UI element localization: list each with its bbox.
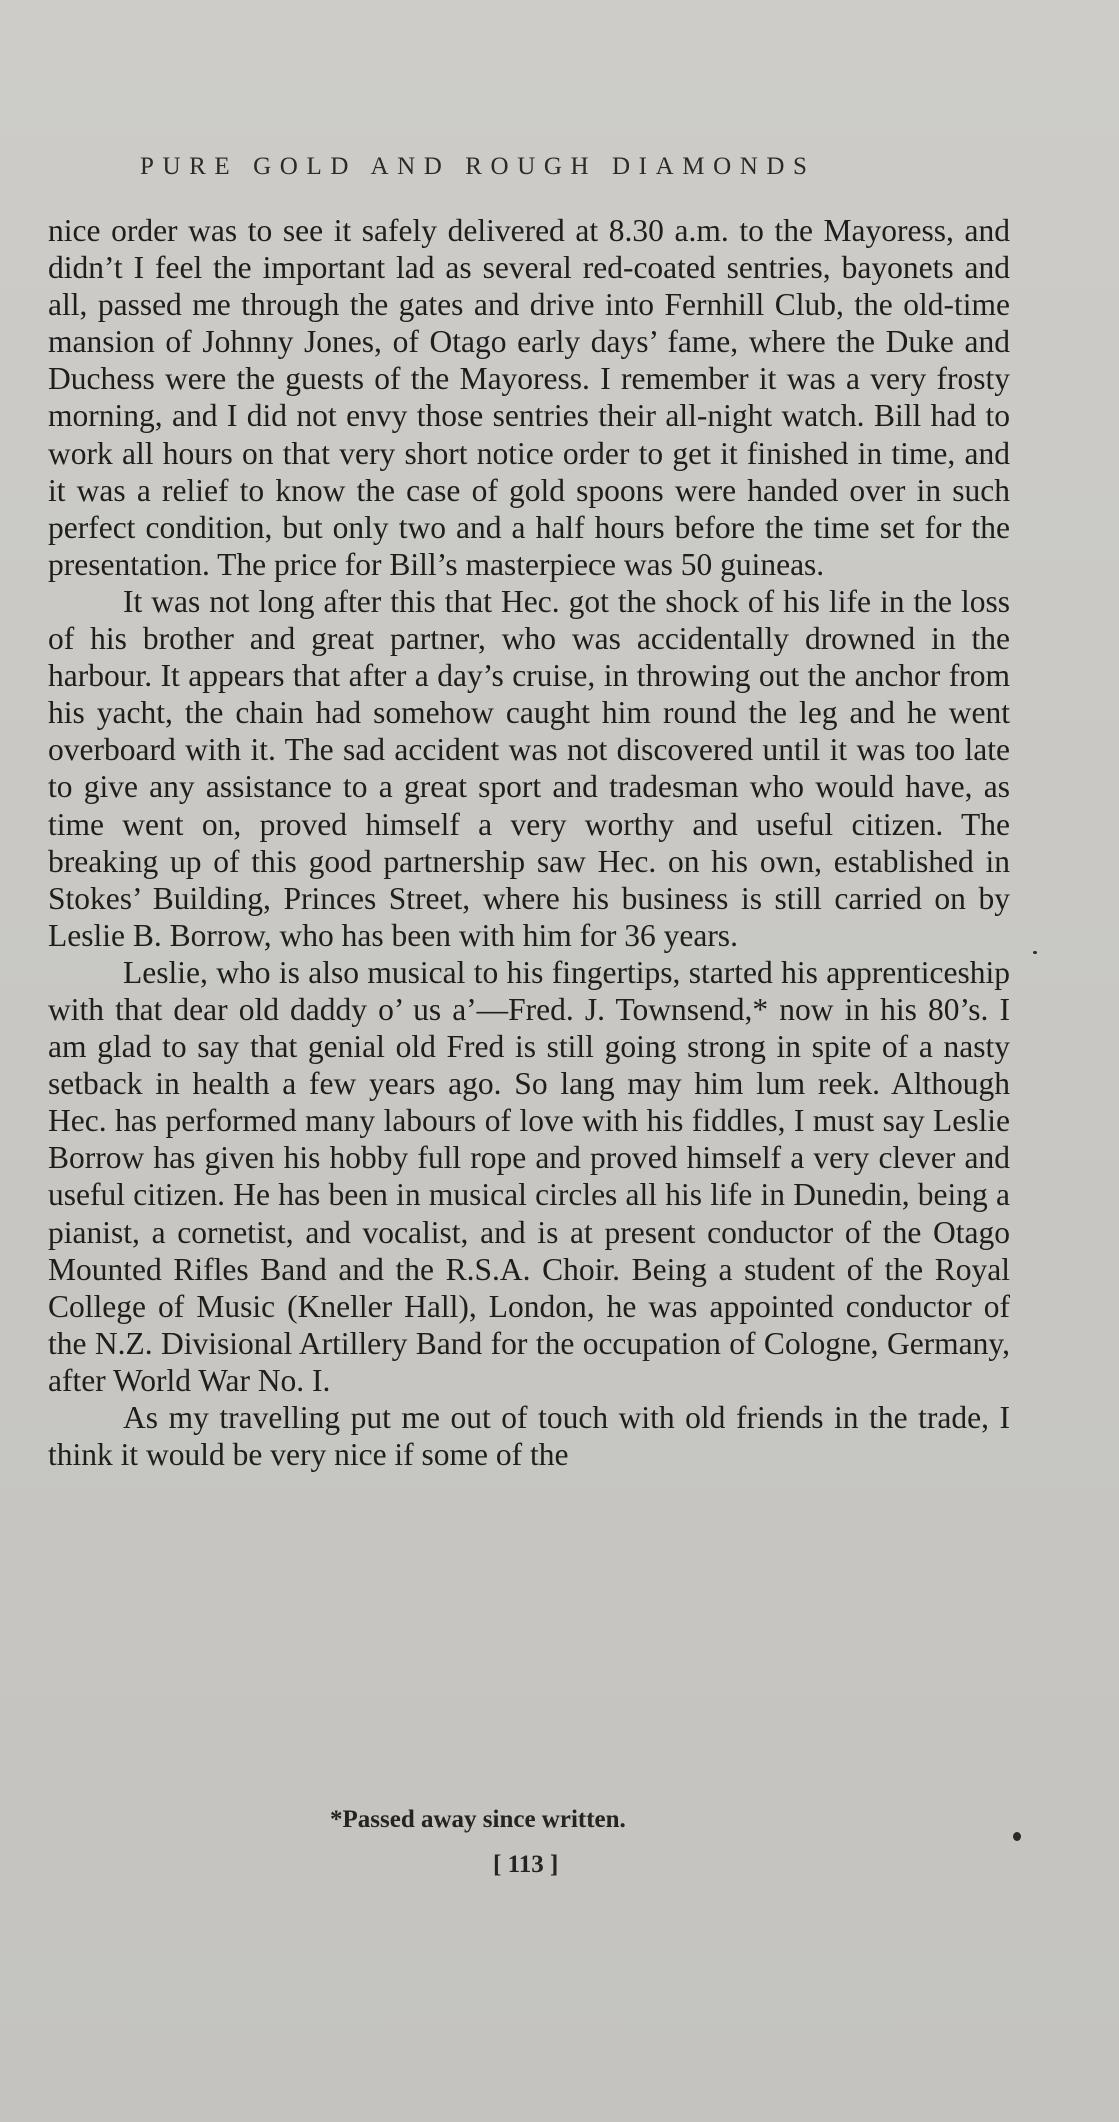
page-number: [ 113 ]	[493, 1851, 559, 1878]
footnote: *Passed away since written.	[330, 1806, 626, 1833]
body-text	[48, 212, 1010, 1473]
ink-speck-small	[1033, 951, 1037, 954]
paragraph-3: Leslie, who is also musical to his fingertips, started his apprenticeship with that dear old daddy o’ us a’—Fred. J. Townsend,* now in his 80’s. I am glad to say that genial old Fred is still going strong in spite of a nasty setback in health a few years ago. So lang may him lum reek. Although Hec. has performed many labours of love with his fiddles, I must say Leslie Borrow has given his hobby full rope and proved himself a very clever and useful citizen. He has been in musical circles all his life in Dunedin, being a pianist, a cornetist, and vocalist, and is at present conductor of the Otago Mounted Rifles Band and the R.S.A. Choir. Being a student of the Royal College of Music (Kneller Hall), London, he was appointed conductor of the N.Z. Divisional Artillery Band for the occupation of Cologne, Germany, after World War No. I.	[48, 954, 1010, 1398]
paragraph-4: As my travelling put me out of touch with old friends in the trade, I think it would be very nice if some of the	[48, 1400, 1010, 1473]
running-head: PURE GOLD AND ROUGH DIAMONDS	[140, 153, 816, 180]
ink-speck	[1013, 1832, 1021, 1841]
paragraph-1: nice order was to see it safely delivered at 8.30 a.m. to the Mayoress, and didn’t I feel the important lad as several red-coated sentries, bayonets and all, passed me through the gates and drive into Fernhill Club, the old-time mansion of Johnny Jones, of Otago early days’ fame, where the Duke and Duchess were the guests of the Mayoress. I remember it was a very frosty morning, and I did not envy those sentries their all-night watch. Bill had to work all hours on that very short notice order to get it finished in time, and it was a relief to know the case of gold spoons were handed over in such perfect condition, but only two and a half hours before the time set for the presentation. The price for Bill’s masterpiece was 50 guineas.	[48, 213, 1010, 582]
paragraph-2: It was not long after this that Hec. got the shock of his life in the loss of his brother and great partner, who was accidentally drowned in the harbour. It appears that after a day’s cruise, in throwing out the anchor from his yacht, the chain had somehow caught him round the leg and he went overboard with it. The sad accident was not discovered until it was too late to give any assistance to a great sport and tradesman who would have, as time went on, proved himself a very worthy and useful citizen. The breaking up of this good partnership saw Hec. on his own, established in Stokes’ Building, Princes Street, where his business is still carried on by Leslie B. Borrow, who has been with him for 36 years.	[48, 583, 1010, 953]
